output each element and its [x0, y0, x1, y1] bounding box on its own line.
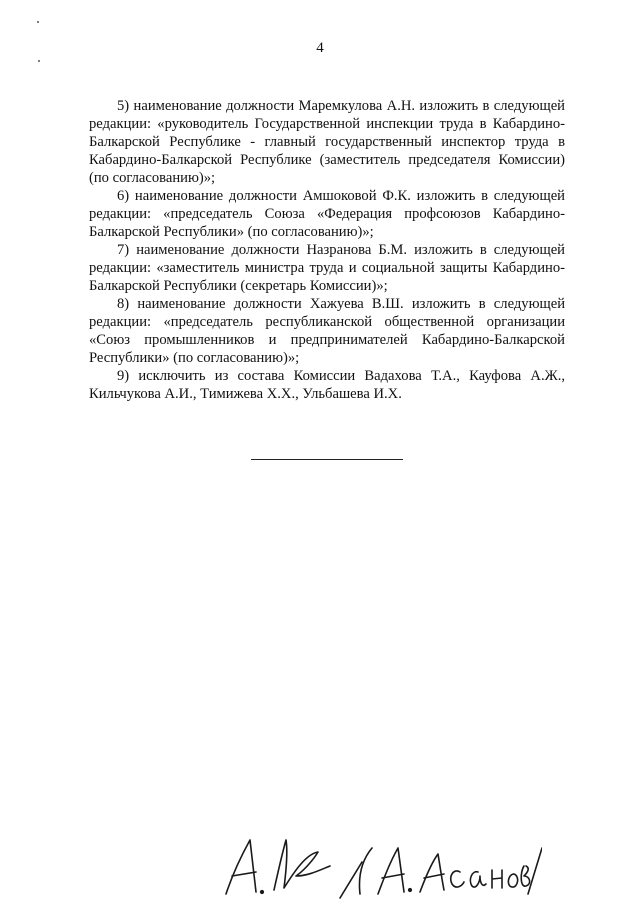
paragraph-item-8: 8) наименование должности Хажуева В.Ш. изложить в следующей редакции: «председатель республиканской общественной организации «Союз промышленников и предпринимателей Кабардино-Балкарской Республики» (по согласованию)»; — [89, 296, 565, 366]
handwritten-signature — [222, 832, 542, 902]
paragraph-item-5: 5) наименование должности Маремкулова А.Н. изложить в следующей редакции: «руководитель Государственной инспекции труда в Кабардино-Балкарской Республике - главный государственный инспектор труда в Кабардино-Балкарской Республике (заместитель председателя Комиссии) (по согласованию)»; — [89, 98, 565, 186]
page-number: 4 — [316, 40, 324, 56]
separator-line — [251, 459, 403, 460]
paragraph-item-6: 6) наименование должности Амшоковой Ф.К. изложить в следующей редакции: «председатель Союза «Федерация профсоюзов Кабардино-Балкарской Республики» (по согласованию)»; — [89, 188, 565, 240]
document-body — [89, 97, 565, 403]
paragraph-item-9: 9) исключить из состава Комиссии Вадахова Т.А., Кауфова А.Ж., Кильчукова А.И., Тимижева Х.Х., Ульбашева И.Х. — [89, 368, 565, 402]
paragraph-item-7: 7) наименование должности Назранова Б.М. изложить в следующей редакции: «заместитель министра труда и социальной защиты Кабардино-Балкарской Республики (секретарь Комиссии)»; — [89, 242, 565, 294]
scan-speck — [37, 21, 39, 23]
scan-speck — [38, 60, 40, 62]
